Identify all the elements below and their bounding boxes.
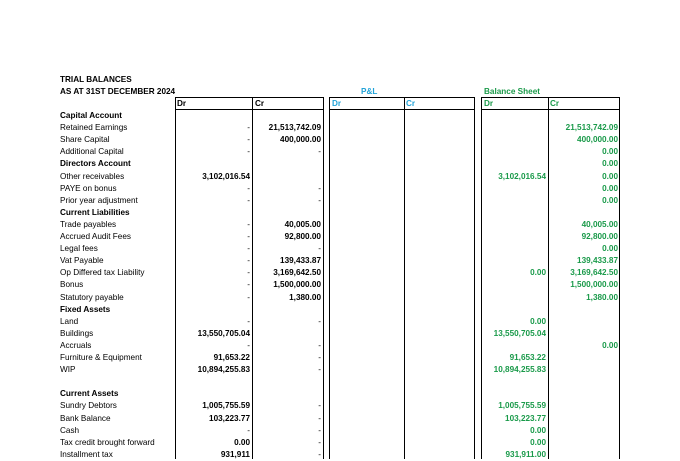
account-label: Other receivables xyxy=(60,171,125,181)
tb-cr-cell: 400,000.00 xyxy=(280,135,321,145)
tb-dr-cell: 10,894,255.83 xyxy=(197,365,250,375)
tb-cr-cell: - xyxy=(318,401,321,411)
tb-cr-cell: - xyxy=(318,147,321,157)
table-row xyxy=(0,122,680,134)
bs-cr-cell: 21,513,742.09 xyxy=(565,123,618,133)
tb-dr-cell: - xyxy=(247,268,250,278)
tb-dr-cell: - xyxy=(247,280,250,290)
tb-cr-cell: 1,500,000.00 xyxy=(273,280,321,290)
tb-dr-cell: 0.00 xyxy=(234,437,250,447)
account-label: Accrued Audit Fees xyxy=(60,232,131,241)
account-label: Retained Earnings xyxy=(60,123,128,133)
tb-dr-cell: 3,102,016.54 xyxy=(202,171,250,181)
tb-cr-cell: - xyxy=(318,413,321,423)
bs-cr-cell: 400,000.00 xyxy=(577,135,618,145)
table-row xyxy=(0,316,680,328)
table-row xyxy=(0,267,680,279)
tb-dr-cell: - xyxy=(247,147,250,157)
pl-dr-header: Dr xyxy=(332,99,342,108)
table-row xyxy=(0,231,680,243)
bs-dr-cell: 931,911.00 xyxy=(505,449,546,459)
bs-cr-cell: 40,005.00 xyxy=(581,219,618,229)
tb-dr-cell: - xyxy=(247,135,250,145)
tb-cr-cell: 92,800.00 xyxy=(284,232,321,241)
table-row xyxy=(0,255,680,267)
account-label: Cash xyxy=(60,425,80,435)
tb-dr-cell: - xyxy=(247,340,250,350)
table-row xyxy=(0,304,680,316)
account-label: Directors Account xyxy=(60,159,131,169)
bs-dr-cell: 0.00 xyxy=(530,425,546,435)
tb-dr-cell: 91,653.22 xyxy=(213,353,250,362)
tb-dr-header: Dr xyxy=(177,99,187,108)
table-row xyxy=(0,425,680,437)
table-row xyxy=(0,437,680,449)
tb-dr-cell: - xyxy=(247,123,250,133)
account-label: Op Differed tax Liability xyxy=(60,268,145,278)
account-label: Land xyxy=(60,316,79,326)
table-row xyxy=(0,292,680,304)
tb-cr-cell: - xyxy=(318,353,321,362)
account-label: Share Capital xyxy=(60,135,110,145)
tb-dr-cell: - xyxy=(247,183,250,193)
bs-dr-cell: 13,550,705.04 xyxy=(493,328,546,338)
table-row xyxy=(0,158,680,170)
account-label: WIP xyxy=(60,365,76,375)
tb-dr-cell: - xyxy=(247,244,250,254)
tb-cr-cell: - xyxy=(318,437,321,447)
bs-cr-cell: 139,433.87 xyxy=(577,256,618,266)
account-label: Additional Capital xyxy=(60,147,124,157)
sheet-title: TRIAL BALANCES xyxy=(60,75,132,84)
bs-cr-cell: 0.00 xyxy=(602,159,618,169)
account-label: Vat Payable xyxy=(60,256,104,266)
table-row xyxy=(0,400,680,412)
tb-cr-cell: - xyxy=(318,195,321,205)
account-label: Current Liabilities xyxy=(60,207,130,217)
bs-cr-cell: 0.00 xyxy=(602,183,618,193)
account-label: Current Assets xyxy=(60,389,119,399)
table-row xyxy=(0,413,680,425)
account-label: Capital Account xyxy=(60,111,123,120)
table-row xyxy=(0,183,680,195)
table-row xyxy=(0,364,680,376)
tb-cr-cell: 40,005.00 xyxy=(284,219,321,229)
sheet-subtitle: AS AT 31ST DECEMBER 2024 xyxy=(60,87,176,96)
tb-dr-cell: - xyxy=(247,292,250,302)
account-label: PAYE on bonus xyxy=(60,183,117,193)
tb-cr-cell: - xyxy=(318,340,321,350)
bs-cr-header: Cr xyxy=(550,99,560,108)
account-label: Bank Balance xyxy=(60,413,111,423)
account-label: Fixed Assets xyxy=(60,304,111,314)
tb-cr-cell: - xyxy=(318,183,321,193)
bs-cr-cell: 92,800.00 xyxy=(581,232,618,241)
tb-dr-cell: 13,550,705.04 xyxy=(197,328,250,338)
tb-cr-cell: 21,513,742.09 xyxy=(268,123,321,133)
account-label: Furniture & Equipment xyxy=(60,353,142,362)
account-label: Sundry Debtors xyxy=(60,401,117,411)
pl-section-label: P&L xyxy=(361,87,378,96)
tb-dr-cell: 1,005,755.59 xyxy=(202,401,250,411)
bs-dr-cell: 0.00 xyxy=(530,316,546,326)
bs-dr-cell: 0.00 xyxy=(530,437,546,447)
bs-dr-cell: 1,005,755.59 xyxy=(498,401,546,411)
table-row xyxy=(0,279,680,291)
tb-dr-cell: 931,911 xyxy=(220,449,250,459)
table-row xyxy=(0,388,680,400)
table-row xyxy=(0,328,680,340)
tb-cr-cell: 3,169,642.50 xyxy=(273,268,321,278)
tb-dr-cell: - xyxy=(247,256,250,266)
pl-header-top-border xyxy=(329,97,475,98)
tb-dr-cell: 103,223.77 xyxy=(209,413,250,423)
bs-dr-cell: 3,102,016.54 xyxy=(498,171,546,181)
tb-cr-cell: 1,380.00 xyxy=(289,292,321,302)
bs-cr-cell: 0.00 xyxy=(602,244,618,254)
tb-cr-cell: 139,433.87 xyxy=(280,256,321,266)
table-row xyxy=(0,352,680,364)
tb-cr-cell: - xyxy=(318,425,321,435)
tb-cr-cell: - xyxy=(318,365,321,375)
tb-dr-cell: - xyxy=(247,425,250,435)
tb-dr-cell: - xyxy=(247,219,250,229)
account-label: Statutory payable xyxy=(60,292,124,302)
account-label: Tax credit brought forward xyxy=(60,437,155,447)
bs-cr-cell: 3,169,642.50 xyxy=(570,268,618,278)
tb-dr-cell: - xyxy=(247,195,250,205)
account-label: Prior year adjustment xyxy=(60,195,138,205)
bs-cr-cell: 0.00 xyxy=(602,147,618,157)
tb-cr-cell: - xyxy=(318,449,321,459)
table-row xyxy=(0,207,680,219)
tb-cr-header: Cr xyxy=(255,99,265,108)
table-row xyxy=(0,340,680,352)
tb-cr-cell: - xyxy=(318,244,321,254)
bs-dr-cell: 0.00 xyxy=(530,268,546,278)
table-row xyxy=(0,376,680,388)
table-row xyxy=(0,134,680,146)
account-label: Buildings xyxy=(60,328,94,338)
bs-header-top-border xyxy=(481,97,620,98)
bs-cr-cell: 0.00 xyxy=(602,171,618,181)
bs-cr-cell: 1,380.00 xyxy=(586,292,618,302)
bs-cr-cell: 1,500,000.00 xyxy=(570,280,618,290)
balance-sheet-section-label: Balance Sheet xyxy=(484,87,540,96)
tb-header-top-border xyxy=(175,97,324,98)
table-row xyxy=(0,171,680,183)
bs-dr-cell: 91,653.22 xyxy=(509,353,546,362)
account-label: Installment tax xyxy=(60,449,113,459)
bs-cr-cell: 0.00 xyxy=(602,340,618,350)
bs-dr-header: Dr xyxy=(484,99,494,108)
account-label: Legal fees xyxy=(60,244,98,254)
tb-dr-cell: - xyxy=(247,232,250,241)
account-label: Trade payables xyxy=(60,219,117,229)
account-label: Accruals xyxy=(60,340,92,350)
tb-dr-cell: - xyxy=(247,316,250,326)
account-label: Bonus xyxy=(60,280,84,290)
bs-cr-cell: 0.00 xyxy=(602,195,618,205)
table-row xyxy=(0,110,680,122)
bs-dr-cell: 103,223.77 xyxy=(505,413,546,423)
table-row xyxy=(0,146,680,158)
table-row xyxy=(0,219,680,231)
table-row xyxy=(0,243,680,255)
bs-dr-cell: 10,894,255.83 xyxy=(493,365,546,375)
pl-cr-header: Cr xyxy=(406,99,416,108)
tb-cr-cell: - xyxy=(318,316,321,326)
table-row xyxy=(0,195,680,207)
